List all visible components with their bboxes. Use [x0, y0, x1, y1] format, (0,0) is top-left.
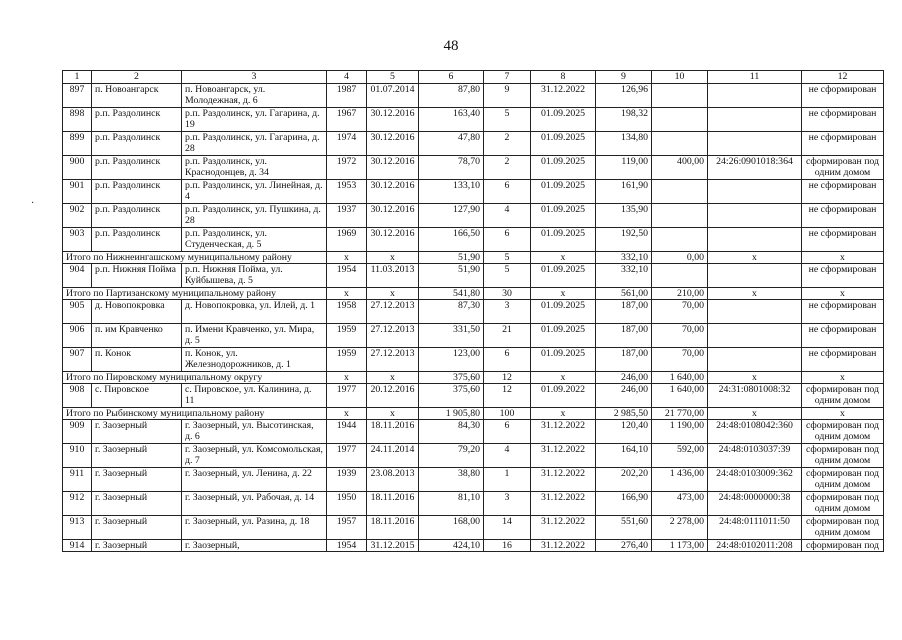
plot-area	[652, 228, 708, 252]
plot-area: 1 436,00	[652, 468, 708, 492]
cost-value: 134,80	[596, 132, 652, 156]
settlement: р.п. Раздолинск	[92, 156, 182, 180]
subtotal-cell: х	[708, 372, 802, 384]
residents-count: 4	[484, 444, 531, 468]
row-number: 906	[63, 324, 92, 348]
settlement: г. Заозерный	[92, 492, 182, 516]
residents-count: 6	[484, 420, 531, 444]
row-number: 902	[63, 204, 92, 228]
address: р.п. Раздолинск, ул. Пушкина, д. 28	[182, 204, 327, 228]
plot-status: сформирован под	[802, 540, 884, 552]
row-number: 903	[63, 228, 92, 252]
plot-status: не сформирован	[802, 348, 884, 372]
subtotal-cell: 1 905,80	[419, 408, 484, 420]
residents-count: 2	[484, 132, 531, 156]
deadline-date: 01.09.2025	[531, 264, 596, 288]
area-value: 87,80	[419, 84, 484, 108]
build-year: 1959	[327, 348, 367, 372]
cost-value: 187,00	[596, 348, 652, 372]
row-number: 911	[63, 468, 92, 492]
address: с. Пировское, ул. Калинина, д. 11	[182, 384, 327, 408]
subtotal-cell: х	[367, 252, 419, 264]
recognition-date: 23.08.2013	[367, 468, 419, 492]
column-header: 10	[652, 71, 708, 84]
deadline-date: 01.09.2025	[531, 132, 596, 156]
address: р.п. Раздолинск, ул. Линейная, д. 4	[182, 180, 327, 204]
area-value: 424,10	[419, 540, 484, 552]
address: д. Новопокровка, ул. Илей, д. 1	[182, 300, 327, 324]
subtotal-label: Итого по Партизанскому муниципальному району	[63, 288, 327, 300]
plot-area: 1 640,00	[652, 384, 708, 408]
subtotal-cell: 332,10	[596, 252, 652, 264]
deadline-date: 01.09.2022	[531, 384, 596, 408]
residents-count: 2	[484, 156, 531, 180]
cadastral-number	[708, 264, 802, 288]
residents-count: 6	[484, 180, 531, 204]
table-row	[63, 492, 884, 516]
area-value: 51,90	[419, 264, 484, 288]
table-row	[63, 108, 884, 132]
deadline-date: 01.09.2025	[531, 300, 596, 324]
area-value: 79,20	[419, 444, 484, 468]
plot-area	[652, 132, 708, 156]
subtotal-cell: х	[327, 408, 367, 420]
row-number: 909	[63, 420, 92, 444]
row-number: 898	[63, 108, 92, 132]
column-header: 8	[531, 71, 596, 84]
cost-value: 551,60	[596, 516, 652, 540]
residents-count: 1	[484, 468, 531, 492]
row-number: 901	[63, 180, 92, 204]
residents-count: 9	[484, 84, 531, 108]
cadastral-number	[708, 204, 802, 228]
residents-count: 12	[484, 384, 531, 408]
recognition-date: 30.12.2016	[367, 228, 419, 252]
table-row	[63, 516, 884, 540]
plot-area	[652, 180, 708, 204]
address: п. Новоангарск, ул. Молодежная, д. 6	[182, 84, 327, 108]
plot-area	[652, 204, 708, 228]
subtotal-cell: 2 985,50	[596, 408, 652, 420]
cost-value: 120,40	[596, 420, 652, 444]
cadastral-number: 24:48:0103009:362	[708, 468, 802, 492]
subtotal-cell: х	[531, 252, 596, 264]
subtotal-cell: х	[327, 372, 367, 384]
cost-value: 161,90	[596, 180, 652, 204]
cadastral-number: 24:48:0103037:39	[708, 444, 802, 468]
recognition-date: 24.11.2014	[367, 444, 419, 468]
settlement: д. Новопокровка	[92, 300, 182, 324]
table-row	[63, 324, 884, 348]
table-row	[63, 156, 884, 180]
recognition-date: 30.12.2016	[367, 156, 419, 180]
plot-status: сформирован под одним домом	[802, 468, 884, 492]
table-row	[63, 180, 884, 204]
resettlement-table	[62, 70, 884, 552]
cadastral-number	[708, 180, 802, 204]
plot-area: 1 190,00	[652, 420, 708, 444]
settlement: п. им Кравченко	[92, 324, 182, 348]
build-year: 1959	[327, 324, 367, 348]
subtotal-cell: 561,00	[596, 288, 652, 300]
header-row	[63, 71, 884, 84]
row-number: 912	[63, 492, 92, 516]
residents-count: 5	[484, 108, 531, 132]
subtotal-cell: х	[802, 408, 884, 420]
subtotal-cell: х	[802, 252, 884, 264]
cost-value: 246,00	[596, 384, 652, 408]
settlement: р.п. Раздолинск	[92, 132, 182, 156]
cadastral-number	[708, 132, 802, 156]
area-value: 84,30	[419, 420, 484, 444]
cadastral-number	[708, 300, 802, 324]
residents-count: 21	[484, 324, 531, 348]
build-year: 1953	[327, 180, 367, 204]
build-year: 1954	[327, 264, 367, 288]
deadline-date: 01.09.2025	[531, 108, 596, 132]
cadastral-number	[708, 348, 802, 372]
area-value: 331,50	[419, 324, 484, 348]
address: г. Заозерный, ул. Комсомольская, д. 7	[182, 444, 327, 468]
column-header: 4	[327, 71, 367, 84]
column-header: 11	[708, 71, 802, 84]
build-year: 1937	[327, 204, 367, 228]
table-row	[63, 384, 884, 408]
subtotal-cell: 0,00	[652, 252, 708, 264]
subtotal-cell: 12	[484, 372, 531, 384]
address: р.п. Раздолинск, ул. Студенческая, д. 5	[182, 228, 327, 252]
table-row	[63, 420, 884, 444]
cost-value: 119,00	[596, 156, 652, 180]
cost-value: 187,00	[596, 300, 652, 324]
subtotal-row	[63, 408, 884, 420]
area-value: 127,90	[419, 204, 484, 228]
cost-value: 276,40	[596, 540, 652, 552]
residents-count: 16	[484, 540, 531, 552]
subtotal-label: Итого по Пировскому муниципальному округу	[63, 372, 327, 384]
plot-status: не сформирован	[802, 84, 884, 108]
column-header: 1	[63, 71, 92, 84]
plot-status: не сформирован	[802, 204, 884, 228]
plot-status: сформирован под одним домом	[802, 444, 884, 468]
build-year: 1967	[327, 108, 367, 132]
plot-area	[652, 108, 708, 132]
deadline-date: 01.09.2025	[531, 204, 596, 228]
row-number: 900	[63, 156, 92, 180]
subtotal-cell: 375,60	[419, 372, 484, 384]
address: г. Заозерный, ул. Рабочая, д. 14	[182, 492, 327, 516]
table-row	[63, 228, 884, 252]
subtotal-cell: х	[367, 408, 419, 420]
subtotal-cell: х	[367, 288, 419, 300]
build-year: 1957	[327, 516, 367, 540]
build-year: 1972	[327, 156, 367, 180]
table-row	[63, 132, 884, 156]
address: г. Заозерный, ул. Ленина, д. 22	[182, 468, 327, 492]
residents-count: 14	[484, 516, 531, 540]
plot-area: 70,00	[652, 348, 708, 372]
subtotal-cell: х	[367, 372, 419, 384]
address: р.п. Раздолинск, ул. Гагарина, д. 28	[182, 132, 327, 156]
plot-area: 1 173,00	[652, 540, 708, 552]
subtotal-cell: 541,80	[419, 288, 484, 300]
recognition-date: 30.12.2016	[367, 204, 419, 228]
area-value: 168,00	[419, 516, 484, 540]
cadastral-number	[708, 324, 802, 348]
subtotal-label: Итого по Рыбинскому муниципальному району	[63, 408, 327, 420]
cost-value: 202,20	[596, 468, 652, 492]
build-year: 1958	[327, 300, 367, 324]
settlement: р.п. Раздолинск	[92, 180, 182, 204]
table-row	[63, 468, 884, 492]
recognition-date: 18.11.2016	[367, 420, 419, 444]
table-row	[63, 264, 884, 288]
row-number: 897	[63, 84, 92, 108]
plot-area: 592,00	[652, 444, 708, 468]
subtotal-cell: 30	[484, 288, 531, 300]
deadline-date: 31.12.2022	[531, 444, 596, 468]
settlement: р.п. Раздолинск	[92, 228, 182, 252]
residents-count: 3	[484, 300, 531, 324]
address: г. Заозерный, ул. Высотинская, д. 6	[182, 420, 327, 444]
column-header: 5	[367, 71, 419, 84]
subtotal-cell: 100	[484, 408, 531, 420]
plot-area: 473,00	[652, 492, 708, 516]
cadastral-number: 24:48:0102011:208	[708, 540, 802, 552]
residents-count: 5	[484, 264, 531, 288]
settlement: г. Заозерный	[92, 516, 182, 540]
cadastral-number: 24:48:0000000:38	[708, 492, 802, 516]
build-year: 1939	[327, 468, 367, 492]
cost-value: 332,10	[596, 264, 652, 288]
cost-value: 166,90	[596, 492, 652, 516]
subtotal-cell: х	[708, 252, 802, 264]
area-value: 163,40	[419, 108, 484, 132]
cost-value: 135,90	[596, 204, 652, 228]
build-year: 1969	[327, 228, 367, 252]
cost-value: 198,32	[596, 108, 652, 132]
subtotal-cell: х	[531, 408, 596, 420]
settlement: г. Заозерный	[92, 540, 182, 552]
build-year: 1974	[327, 132, 367, 156]
plot-status: не сформирован	[802, 228, 884, 252]
subtotal-cell: х	[802, 372, 884, 384]
settlement: с. Пировское	[92, 384, 182, 408]
column-header: 3	[182, 71, 327, 84]
column-header: 7	[484, 71, 531, 84]
area-value: 87,30	[419, 300, 484, 324]
plot-status: сформирован под одним домом	[802, 492, 884, 516]
area-value: 375,60	[419, 384, 484, 408]
subtotal-cell: х	[327, 288, 367, 300]
subtotal-row	[63, 372, 884, 384]
column-header: 6	[419, 71, 484, 84]
address: п. Имени Кравченко, ул. Мира, д. 5	[182, 324, 327, 348]
cadastral-number: 24:26:0901018:364	[708, 156, 802, 180]
area-value: 81,10	[419, 492, 484, 516]
plot-status: не сформирован	[802, 264, 884, 288]
plot-status: сформирован под одним домом	[802, 156, 884, 180]
cadastral-number	[708, 108, 802, 132]
deadline-date: 31.12.2022	[531, 540, 596, 552]
plot-status: не сформирован	[802, 300, 884, 324]
settlement: г. Заозерный	[92, 420, 182, 444]
subtotal-cell: 246,00	[596, 372, 652, 384]
subtotal-cell: х	[708, 288, 802, 300]
plot-area	[652, 84, 708, 108]
deadline-date: 31.12.2022	[531, 468, 596, 492]
settlement: п. Конок	[92, 348, 182, 372]
row-number: 905	[63, 300, 92, 324]
settlement: р.п. Раздолинск	[92, 108, 182, 132]
deadline-date: 31.12.2022	[531, 492, 596, 516]
plot-area: 70,00	[652, 324, 708, 348]
subtotal-label: Итого по Нижнеингашскому муниципальному району	[63, 252, 327, 264]
cost-value: 126,96	[596, 84, 652, 108]
recognition-date: 30.12.2016	[367, 108, 419, 132]
address: г. Заозерный,	[182, 540, 327, 552]
deadline-date: 31.12.2022	[531, 84, 596, 108]
deadline-date: 01.09.2025	[531, 324, 596, 348]
plot-area: 2 278,00	[652, 516, 708, 540]
subtotal-cell: 5	[484, 252, 531, 264]
deadline-date: 01.09.2025	[531, 156, 596, 180]
recognition-date: 18.11.2016	[367, 492, 419, 516]
residents-count: 3	[484, 492, 531, 516]
recognition-date: 27.12.2013	[367, 348, 419, 372]
address: п. Конок, ул. Железнодорожников, д. 1	[182, 348, 327, 372]
deadline-date: 01.09.2025	[531, 228, 596, 252]
page-number: 48	[443, 38, 459, 54]
subtotal-cell: 1 640,00	[652, 372, 708, 384]
recognition-date: 01.07.2014	[367, 84, 419, 108]
column-header: 9	[596, 71, 652, 84]
address: г. Заозерный, ул. Разина, д. 18	[182, 516, 327, 540]
cadastral-number	[708, 228, 802, 252]
area-value: 47,80	[419, 132, 484, 156]
table-row	[63, 444, 884, 468]
plot-area: 400,00	[652, 156, 708, 180]
recognition-date: 27.12.2013	[367, 300, 419, 324]
recognition-date: 27.12.2013	[367, 324, 419, 348]
build-year: 1977	[327, 384, 367, 408]
cost-value: 164,10	[596, 444, 652, 468]
deadline-date: 01.09.2025	[531, 348, 596, 372]
address: р.п. Нижняя Пойма, ул. Куйбышева, д. 5	[182, 264, 327, 288]
cadastral-number: 24:48:0108042:360	[708, 420, 802, 444]
cost-value: 192,50	[596, 228, 652, 252]
subtotal-cell: 210,00	[652, 288, 708, 300]
recognition-date: 11.03.2013	[367, 264, 419, 288]
row-number: 899	[63, 132, 92, 156]
plot-area	[652, 264, 708, 288]
subtotal-cell: 21 770,00	[652, 408, 708, 420]
settlement: р.п. Нижняя Пойма	[92, 264, 182, 288]
subtotal-cell: х	[531, 372, 596, 384]
settlement: г. Заозерный	[92, 468, 182, 492]
row-number: 910	[63, 444, 92, 468]
subtotal-cell: х	[802, 288, 884, 300]
row-number: 907	[63, 348, 92, 372]
build-year: 1950	[327, 492, 367, 516]
subtotal-cell: х	[531, 288, 596, 300]
address: р.п. Раздолинск, ул. Гагарина, д. 19	[182, 108, 327, 132]
row-number: 913	[63, 516, 92, 540]
table-row	[63, 540, 884, 552]
deadline-date: 31.12.2022	[531, 420, 596, 444]
subtotal-cell: х	[708, 408, 802, 420]
area-value: 38,80	[419, 468, 484, 492]
build-year: 1977	[327, 444, 367, 468]
row-number: 904	[63, 264, 92, 288]
recognition-date: 18.11.2016	[367, 516, 419, 540]
recognition-date: 31.12.2015	[367, 540, 419, 552]
row-number: 914	[63, 540, 92, 552]
plot-status: не сформирован	[802, 324, 884, 348]
area-value: 78,70	[419, 156, 484, 180]
stray-mark: ·	[31, 198, 35, 209]
deadline-date: 01.09.2025	[531, 180, 596, 204]
plot-status: сформирован под одним домом	[802, 384, 884, 408]
residents-count: 4	[484, 204, 531, 228]
recognition-date: 20.12.2016	[367, 384, 419, 408]
recognition-date: 30.12.2016	[367, 132, 419, 156]
table-row	[63, 84, 884, 108]
plot-status: сформирован под одним домом	[802, 420, 884, 444]
subtotal-row	[63, 288, 884, 300]
plot-status: не сформирован	[802, 180, 884, 204]
cost-value: 187,00	[596, 324, 652, 348]
area-value: 166,50	[419, 228, 484, 252]
settlement: п. Новоангарск	[92, 84, 182, 108]
settlement: г. Заозерный	[92, 444, 182, 468]
table-row	[63, 348, 884, 372]
address: р.п. Раздолинск, ул. Краснодонцев, д. 34	[182, 156, 327, 180]
column-header: 12	[802, 71, 884, 84]
settlement: р.п. Раздолинск	[92, 204, 182, 228]
build-year: 1944	[327, 420, 367, 444]
cadastral-number	[708, 84, 802, 108]
build-year: 1987	[327, 84, 367, 108]
deadline-date: 31.12.2022	[531, 516, 596, 540]
cadastral-number: 24:48:0111011:50	[708, 516, 802, 540]
residents-count: 6	[484, 348, 531, 372]
build-year: 1954	[327, 540, 367, 552]
plot-area: 70,00	[652, 300, 708, 324]
row-number: 908	[63, 384, 92, 408]
plot-status: не сформирован	[802, 132, 884, 156]
recognition-date: 30.12.2016	[367, 180, 419, 204]
cadastral-number: 24:31:0801008:32	[708, 384, 802, 408]
table-row	[63, 204, 884, 228]
subtotal-cell: 51,90	[419, 252, 484, 264]
residents-count: 6	[484, 228, 531, 252]
table-row	[63, 300, 884, 324]
column-header: 2	[92, 71, 182, 84]
subtotal-cell: х	[327, 252, 367, 264]
subtotal-row	[63, 252, 884, 264]
plot-status: сформирован под одним домом	[802, 516, 884, 540]
plot-status: не сформирован	[802, 108, 884, 132]
area-value: 123,00	[419, 348, 484, 372]
area-value: 133,10	[419, 180, 484, 204]
